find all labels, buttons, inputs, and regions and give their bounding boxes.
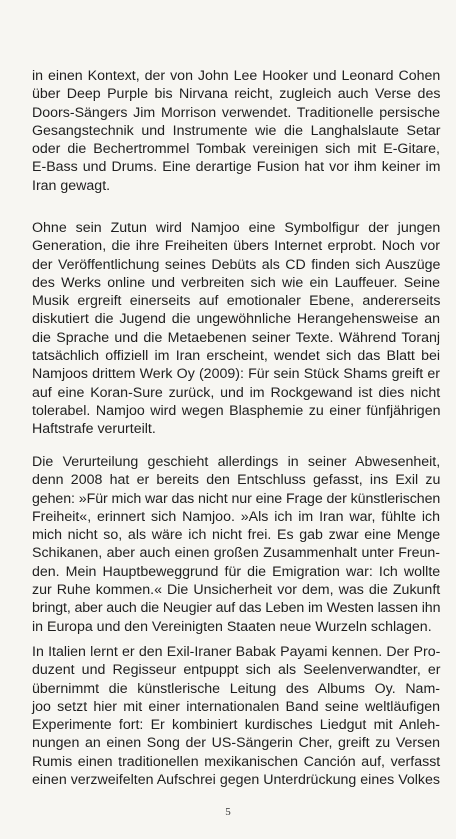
text-line: E-Bass und Drums. Eine derartige Fusion hat vor ihm keiner im [32, 159, 441, 176]
paragraph-3 [32, 453, 440, 636]
text-line: tolerabel. Namjoo wird wegen Blasphemie zu einer fünfjährigen [32, 402, 441, 419]
page-number: 5 [225, 806, 231, 818]
text-line: denn 2008 hat er bereits den Entschluss gefasst, ins Exil zu [32, 472, 441, 489]
text-line: tatsächlich offiziell im Iran erscheint, wendet sich das Blatt bei [32, 348, 440, 365]
text-line: duzent und Regisseur entpuppt sich als Seelenverwandter, er [32, 662, 441, 679]
text-line: Namjoos drittem Werk Oy (2009): Für sein Stück Shams greift er [32, 366, 440, 383]
text-line: mich nicht so, als wäre ich nicht frei. Es gab zwar eine Menge [32, 527, 441, 544]
text-line: bringt, aber auch die Neugier auf das Leben im Westen lassen ihn [32, 600, 441, 617]
text-line: Rumis einen traditionellen mexikanischen Canción auf, verfasst [32, 753, 441, 770]
paragraph-4 [32, 643, 440, 789]
text-line: Ohne sein Zutun wird Namjoo eine Symbolfigur der jungen [32, 220, 441, 236]
text-line: nungen an einen Song der US-Sängerin Cher, greift zu Versen [32, 735, 440, 752]
text-line: oder die Bechertrommel Tombak vereinigen sich mit E-Gitare, [32, 141, 440, 158]
text-line: Gesangstechnik und Instrumente wie die Langhalslaute Setar [32, 122, 441, 139]
text-line: über Deep Purple bis Nirvana reicht, zugleich auch Verse des [32, 86, 441, 103]
text-line: Musik ergreift einerseits auf emotionaler Ebene, andererseits [32, 293, 441, 310]
text-line: auf eine Koran-Sure zurück, und im Rockgewand ist dies nicht [32, 384, 441, 401]
paragraph-1 [32, 67, 440, 195]
text-line: Doors-Sängers Jim Morrison verwendet. Traditionelle persische [32, 104, 440, 121]
text-line: einen verzweifelten Aufschrei gegen Unterdrückung eines Volkes [32, 772, 440, 789]
text-line: joo setzt hier mit einer internationalen Band seine weltläufigen [32, 698, 440, 715]
text-line: Generation, die ihre Freiheiten übers Internet erprobt. Noch vor [32, 238, 440, 255]
text-line: zur Ruhe kommen.« Die Unsicherheit vor dem, was die Zukunft [32, 582, 441, 599]
text-line: gehen: »Für mich war das nicht nur eine Frage der künstlerischen [32, 490, 441, 507]
text-line: in einen Kontext, der von John Lee Hooker und Leonard Cohen [32, 68, 441, 84]
text-line: der Veröffentlichung seines Debüts als CD finden sich Auszüge [32, 256, 441, 273]
text-line: Iran gewagt. [32, 177, 111, 194]
text-line: in Europa und den Vereinigten Staaten neue Wurzeln schlagen. [32, 618, 432, 635]
text-line: Die Verurteilung geschieht allerdings in seiner Abwesenheit, [32, 454, 441, 470]
text-line: übernimmt die künstlerische Leitung des Albums Oy. Nam- [32, 680, 440, 697]
text-line: den. Mein Hauptbeweggrund für die Emigration war: Ich wollte [32, 563, 441, 580]
text-line: Schikanen, aber auch einen großen Zusammenhalt unter Freun- [32, 545, 440, 562]
text-line: Haftstrafe verurteilt. [32, 421, 156, 438]
text-line: Freiheit«, erinnert sich Namjoo. »Als ich im Iran war, fühlte ich [32, 508, 440, 525]
text-line: Experimente fort: Er kombiniert kurdisches Liedgut mit Anleh- [32, 717, 440, 734]
text-line: die Sprache und die Metaebenen seiner Texte. Während Toranj [32, 329, 440, 346]
text-line: des Werks online und verbreiten sich wie ein Lauffeuer. Seine [32, 274, 440, 291]
text-line: diskutiert die Jugend die ungewöhnliche Herangehensweise an [32, 311, 440, 328]
text-line: In Italien lernt er den Exil-Iraner Babak Payami kennen. Der Pro- [32, 644, 441, 660]
paragraph-2 [32, 219, 440, 439]
